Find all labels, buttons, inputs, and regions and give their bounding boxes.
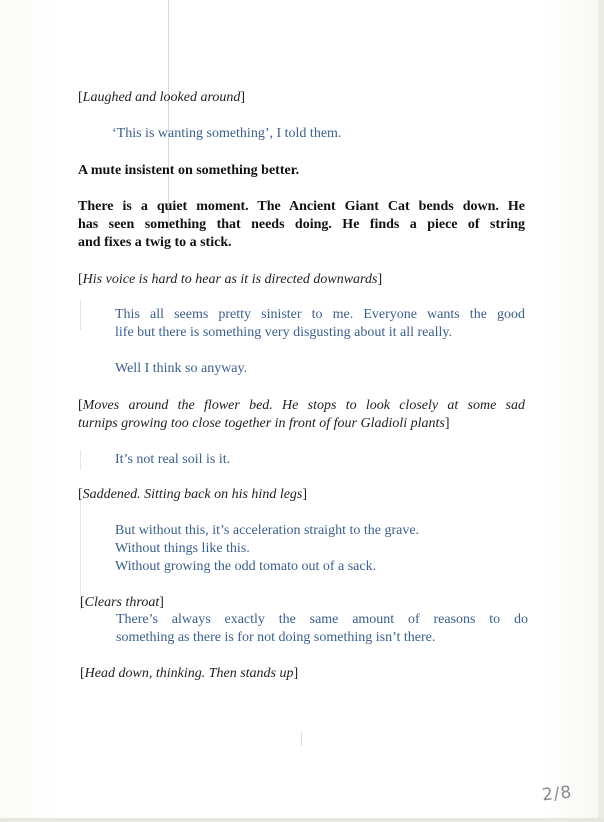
stage-direction-line: [Moves around the flower bed. He stops to look closely at some sad — [78, 398, 525, 413]
stage-direction: [His voice is hard to hear as it is directed downwards] — [78, 272, 383, 287]
scan-artifact-line — [168, 0, 169, 230]
narration-line: has seen something that needs doing. He finds a piece of string — [78, 217, 525, 232]
dialogue-line: But without this, it’s acceleration straight to the grave. — [115, 523, 420, 538]
dialogue-line: life but there is something very disgusting about it all really. — [115, 325, 452, 340]
stage-direction: [Laughed and looked around] — [78, 90, 246, 105]
dialogue-paragraph — [116, 611, 528, 647]
dialogue-line: This all seems pretty sinister to me. Everyone wants the good — [115, 307, 525, 322]
dialogue-line: something as there is for not doing something isn’t there. — [116, 630, 436, 645]
stage-direction: [Head down, thinking. Then stands up] — [80, 666, 299, 681]
dialogue-line: It’s not real soil is it. — [115, 452, 231, 467]
dialogue-line: ‘This is wanting something’, I told them. — [112, 126, 342, 141]
dialogue-line: There’s always exactly the same amount of reasons to do — [116, 612, 528, 627]
dialogue-line: Well I think so anyway. — [115, 361, 248, 376]
narration: A mute insistent on something better. — [78, 163, 300, 178]
stage-direction: [Saddened. Sitting back on his hind legs] — [78, 487, 308, 502]
scan-artifact-line — [80, 450, 81, 470]
stage-direction-paragraph — [78, 397, 525, 433]
scan-artifact-line — [80, 300, 81, 330]
dialogue-paragraph — [115, 306, 525, 342]
narration-line: and fixes a twig to a stick. — [78, 235, 232, 250]
stage-direction-line: turnips growing too close together in front of four Gladioli plants] — [78, 416, 450, 431]
scan-artifact-line — [301, 732, 302, 746]
stage-direction: [Clears throat] — [80, 595, 164, 610]
page-bottom-shadow — [0, 818, 604, 822]
page-number: 2/8 — [541, 782, 574, 806]
narration-line: There is a quiet moment. The Ancient Giant Cat bends down. He — [78, 199, 525, 214]
dialogue-line: Without growing the odd tomato out of a sack. — [115, 559, 377, 574]
dialogue-paragraph — [115, 522, 525, 576]
dialogue-line: Without things like this. — [115, 541, 250, 556]
page-edge-shadow — [598, 0, 604, 822]
narration-paragraph — [78, 198, 525, 252]
